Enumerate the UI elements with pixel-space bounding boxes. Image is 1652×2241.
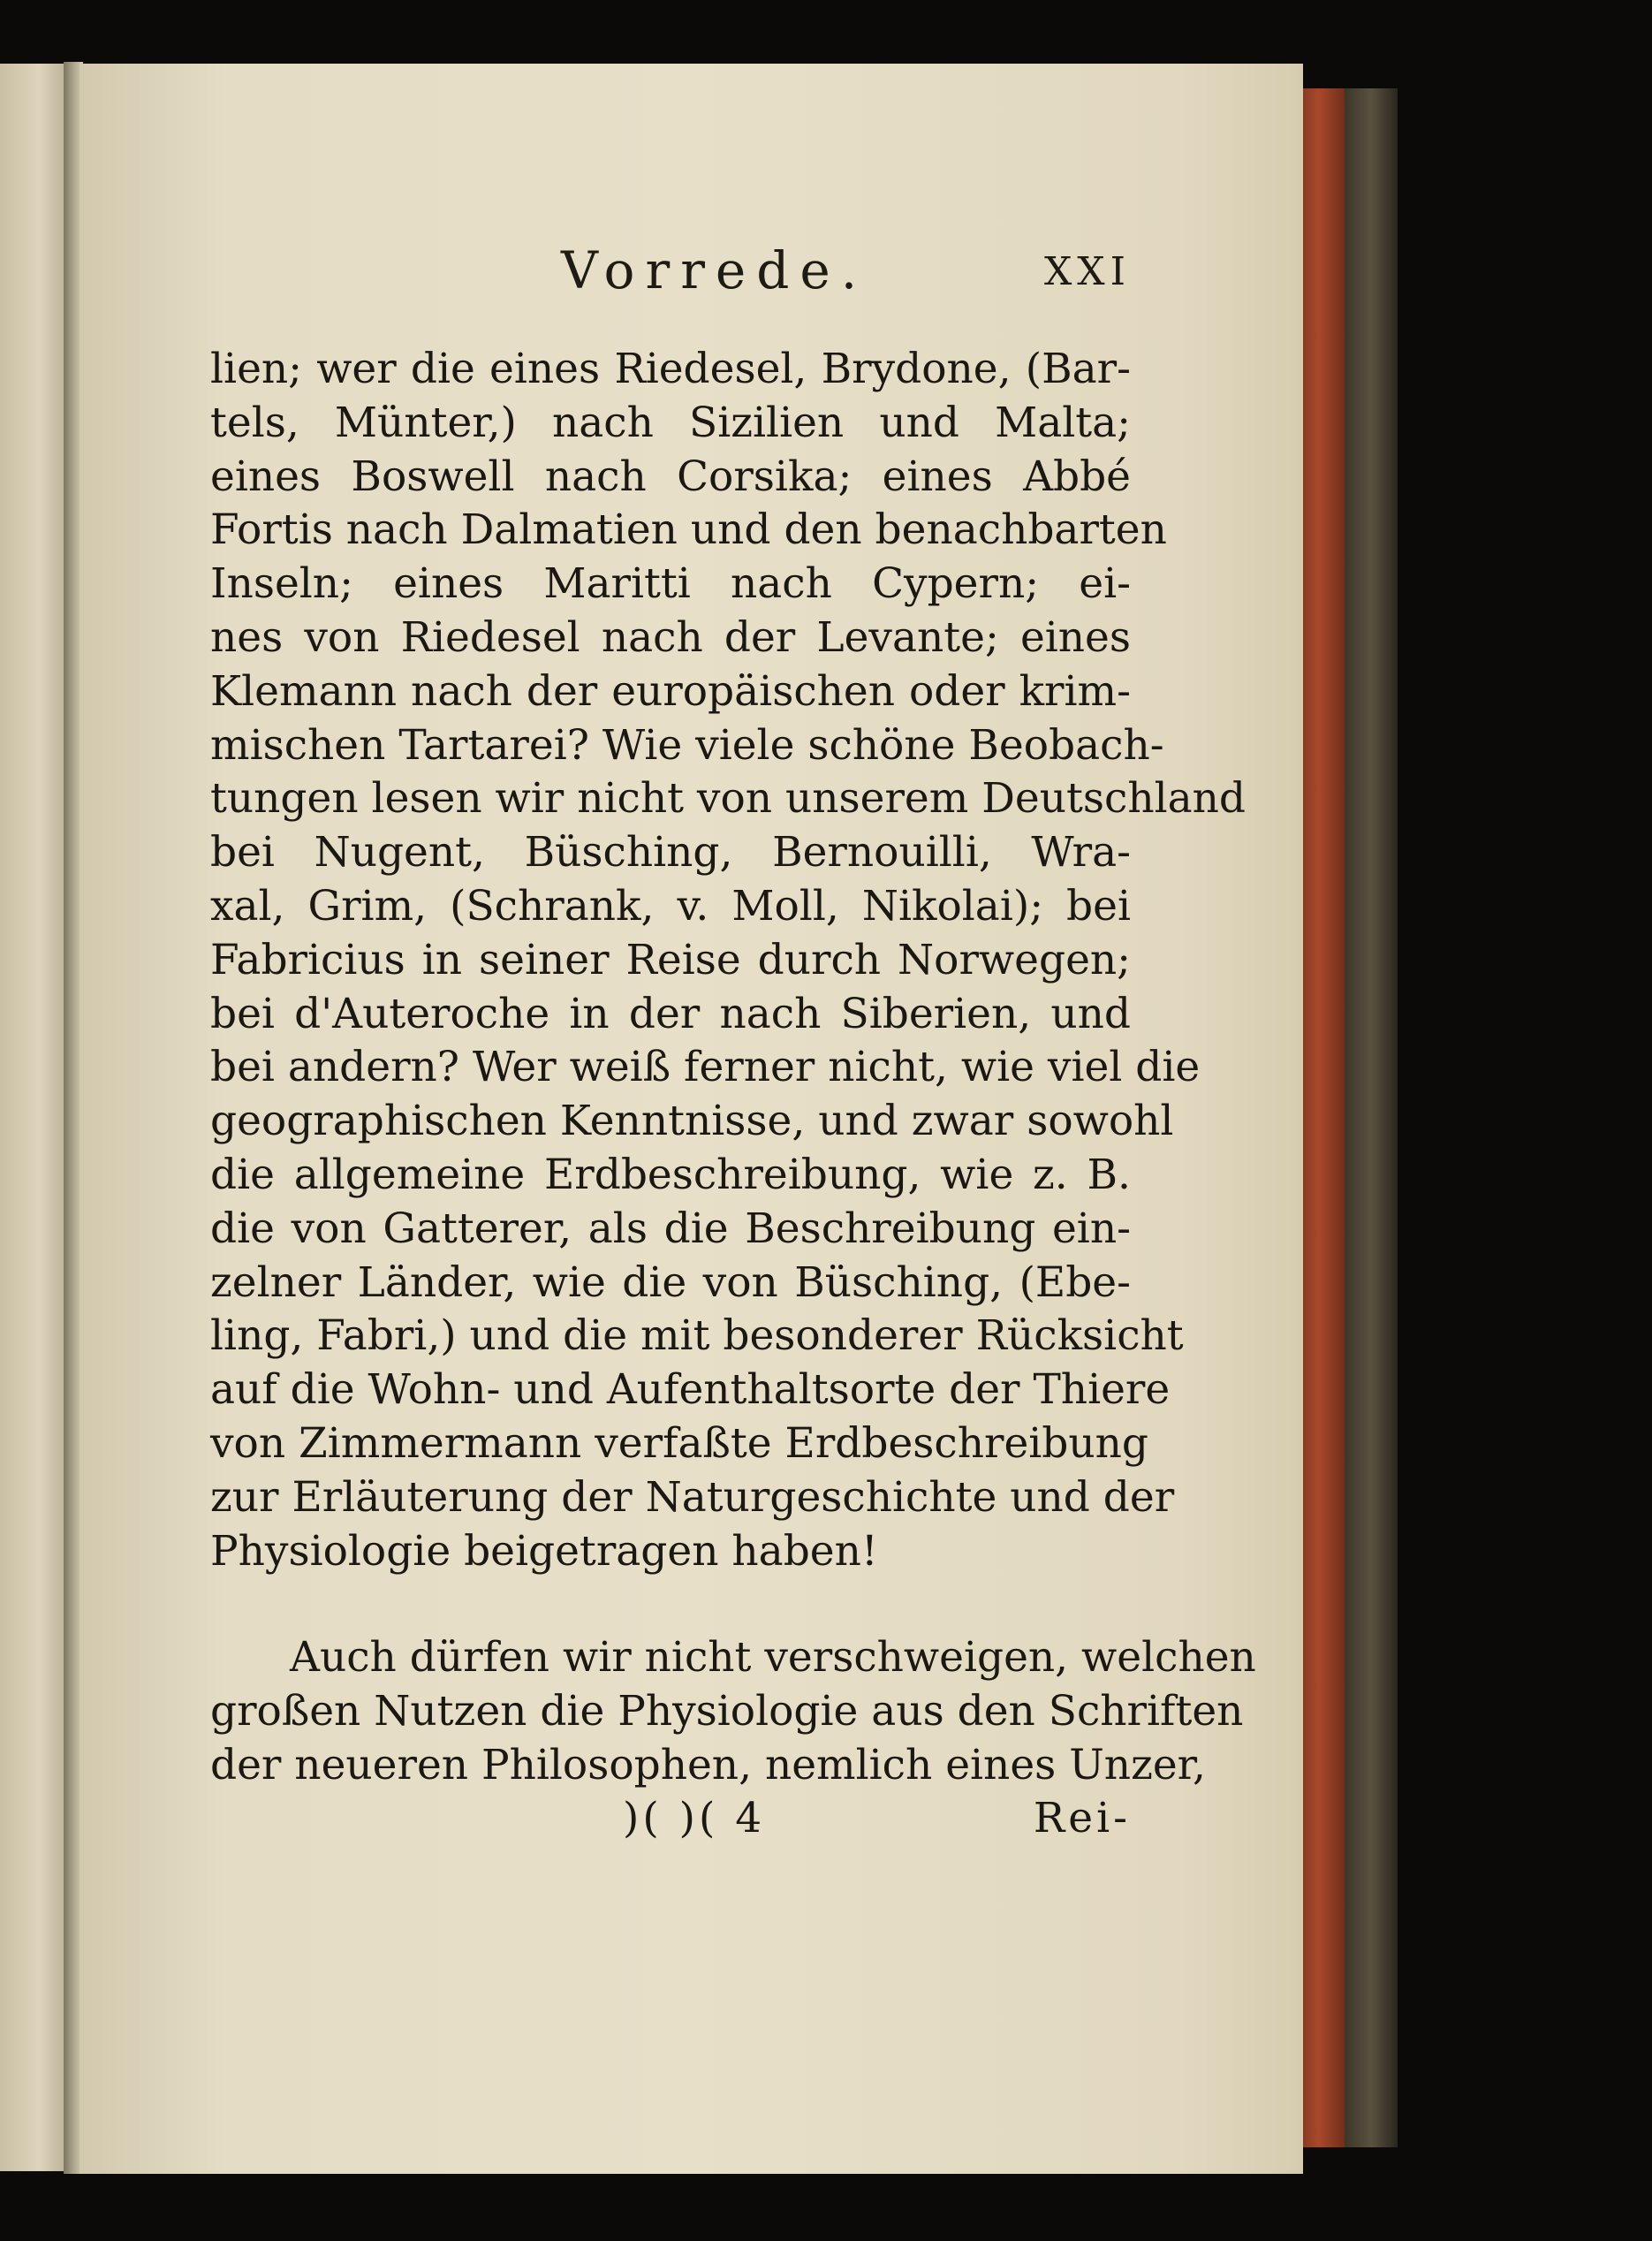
text-line: ling, Fabri,) und die mit besonderer Rücksicht <box>210 1311 1184 1361</box>
text-line: xal, Grim, (Schrank, v. Moll, Nikolai); bei <box>210 881 1131 931</box>
text-line: eines Boswell nach Corsika; eines Abbé <box>210 452 1131 501</box>
text-line: bei d'Auteroche in der nach Siberien, und <box>210 989 1131 1038</box>
catchword: Rei- <box>1033 1794 1131 1842</box>
text-line: von Zimmermann verfaßte Erdbeschreibung <box>210 1418 1149 1468</box>
page-footer <box>212 1794 1131 1856</box>
text-line: Fortis nach Dalmatien und den benachbarten <box>210 505 1167 555</box>
text-line: mischen Tartarei? Wie viele schöne Beobach- <box>210 720 1164 770</box>
page-number: XXI <box>1043 249 1131 294</box>
facing-page-edge <box>0 64 71 2171</box>
signature-mark: )( )( 4 <box>623 1794 766 1842</box>
text-line: tungen lesen wir nicht von unserem Deutschland <box>210 774 1247 824</box>
paragraph-break <box>210 1578 1131 1631</box>
text-line: zelner Länder, wie die von Büsching, (Ebe- <box>210 1257 1131 1307</box>
text-line: tels, Münter,) nach Sizilien und Malta; <box>210 398 1131 447</box>
text-line: zur Erläuterung der Naturgeschichte und der <box>210 1472 1175 1522</box>
text-line: der neueren Philosophen, nemlich eines Unzer, <box>210 1740 1206 1789</box>
text-line: nes von Riedesel nach der Levante; eines <box>210 612 1131 662</box>
text-line: Fabricius in seiner Reise durch Norwegen; <box>210 935 1131 984</box>
body-text <box>210 343 1256 1793</box>
text-line: die allgemeine Erdbeschreibung, wie z. B. <box>210 1150 1131 1199</box>
book-cover <box>1345 88 1398 2147</box>
text-line: auf die Wohn- und Aufenthaltsorte der Thiere <box>210 1365 1171 1415</box>
text-line: Auch dürfen wir nicht verschweigen, welchen <box>290 1633 1256 1683</box>
text-line: die von Gatterer, als die Beschreibung ein- <box>210 1204 1131 1253</box>
text-line: Klemann nach der europäischen oder krim- <box>210 666 1131 716</box>
page-edges <box>1303 88 1347 2147</box>
text-line: bei andern? Wer weiß ferner nicht, wie viel die <box>210 1043 1201 1092</box>
running-head-title: Vorrede. <box>561 240 868 300</box>
text-line: lien; wer die eines Riedesel, Brydone, (Bar- <box>210 345 1131 393</box>
text-line: Inseln; eines Maritti nach Cypern; ei- <box>210 559 1131 609</box>
text-line: geographischen Kenntnisse, und zwar sowohl <box>210 1097 1174 1146</box>
running-head <box>212 240 1131 311</box>
text-line: großen Nutzen die Physiologie aus den Schriften <box>210 1687 1244 1736</box>
text-line: bei Nugent, Büsching, Bernouilli, Wra- <box>210 828 1131 877</box>
text-line: Physiologie beigetragen haben! <box>210 1526 878 1576</box>
